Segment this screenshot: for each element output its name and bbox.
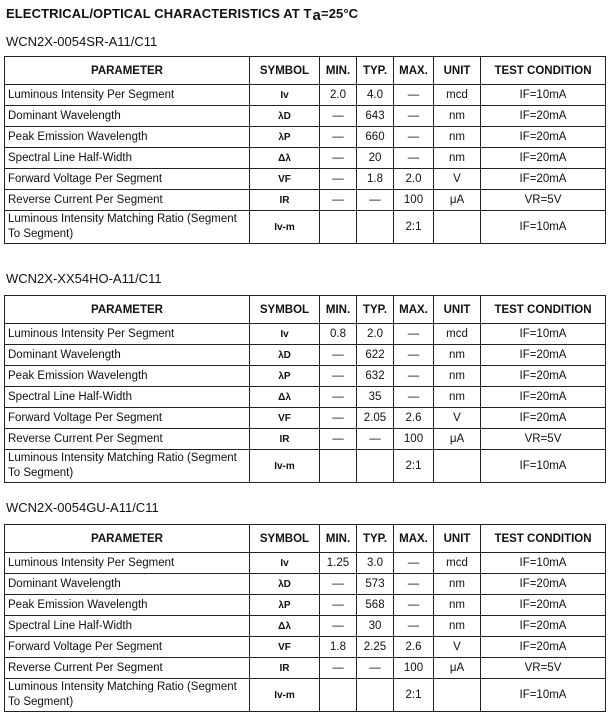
typ-cell	[357, 211, 394, 244]
unit-cell: nm	[434, 106, 481, 127]
max-cell: —	[394, 616, 434, 637]
table-row	[5, 429, 606, 450]
parameter-cell: Forward Voltage Per Segment	[5, 637, 250, 658]
table-row	[5, 387, 606, 408]
typ-cell: 568	[357, 595, 394, 616]
typ-cell: 573	[357, 574, 394, 595]
unit-cell	[434, 450, 481, 483]
parameter-cell: Spectral Line Half-Width	[5, 387, 250, 408]
parameter-cell: Peak Emission Wavelength	[5, 366, 250, 387]
symbol-cell: Iv-m	[250, 450, 320, 483]
parameter-cell: Dominant Wavelength	[5, 574, 250, 595]
unit-cell	[434, 679, 481, 712]
typ-cell: 4.0	[357, 85, 394, 106]
column-header: PARAMETER	[5, 57, 250, 85]
min-cell: —	[320, 127, 357, 148]
min-cell	[320, 211, 357, 244]
symbol-cell: Iv-m	[250, 211, 320, 244]
max-cell: —	[394, 324, 434, 345]
heading-suffix: =25°C	[321, 6, 359, 21]
test-condition-cell: IF=10mA	[481, 679, 606, 712]
min-cell: —	[320, 345, 357, 366]
test-condition-cell: VR=5V	[481, 190, 606, 211]
table-row	[5, 211, 606, 244]
table-row	[5, 366, 606, 387]
test-condition-cell: IF=10mA	[481, 211, 606, 244]
symbol-cell: λD	[250, 106, 320, 127]
max-cell: —	[394, 148, 434, 169]
test-condition-cell: IF=20mA	[481, 345, 606, 366]
test-condition-cell: IF=10mA	[481, 553, 606, 574]
table-row	[5, 190, 606, 211]
max-cell: 2:1	[394, 450, 434, 483]
symbol-cell: Iv	[250, 324, 320, 345]
parameter-cell: Spectral Line Half-Width	[5, 148, 250, 169]
table-row	[5, 85, 606, 106]
column-header: SYMBOL	[250, 525, 320, 553]
parameter-cell: Luminous Intensity Matching Ratio (Segment To Segment)	[5, 450, 250, 483]
column-header: MAX.	[394, 296, 434, 324]
column-header: SYMBOL	[250, 57, 320, 85]
part-number-title: WCN2X-0054SR-A11/C11	[6, 34, 158, 49]
typ-cell: —	[357, 429, 394, 450]
symbol-cell: λP	[250, 595, 320, 616]
parameter-cell: Luminous Intensity Per Segment	[5, 553, 250, 574]
min-cell: —	[320, 408, 357, 429]
unit-cell: nm	[434, 595, 481, 616]
parameter-cell: Peak Emission Wavelength	[5, 595, 250, 616]
unit-cell: nm	[434, 574, 481, 595]
parameter-cell: Spectral Line Half-Width	[5, 616, 250, 637]
symbol-cell: VF	[250, 637, 320, 658]
typ-cell	[357, 450, 394, 483]
unit-cell: V	[434, 408, 481, 429]
max-cell: 100	[394, 429, 434, 450]
symbol-cell: VF	[250, 169, 320, 190]
test-condition-cell: VR=5V	[481, 658, 606, 679]
table-row	[5, 553, 606, 574]
test-condition-cell: IF=10mA	[481, 324, 606, 345]
unit-cell: μA	[434, 429, 481, 450]
column-header: TYP.	[357, 57, 394, 85]
symbol-cell: Iv	[250, 553, 320, 574]
unit-cell: nm	[434, 616, 481, 637]
test-condition-cell: IF=20mA	[481, 595, 606, 616]
typ-cell: 2.0	[357, 324, 394, 345]
min-cell: 1.25	[320, 553, 357, 574]
symbol-cell: λP	[250, 366, 320, 387]
heading-prefix: ELECTRICAL/OPTICAL CHARACTERISTICS AT T	[6, 6, 312, 21]
max-cell: —	[394, 345, 434, 366]
max-cell: —	[394, 85, 434, 106]
column-header: TEST CONDITION	[481, 57, 606, 85]
symbol-cell: λD	[250, 574, 320, 595]
typ-cell: 622	[357, 345, 394, 366]
typ-cell: 632	[357, 366, 394, 387]
unit-cell	[434, 211, 481, 244]
table-row	[5, 106, 606, 127]
max-cell: 100	[394, 658, 434, 679]
min-cell: —	[320, 387, 357, 408]
table-row	[5, 169, 606, 190]
symbol-cell: IR	[250, 429, 320, 450]
min-cell: —	[320, 595, 357, 616]
table-row	[5, 148, 606, 169]
unit-cell: V	[434, 637, 481, 658]
test-condition-cell: IF=20mA	[481, 106, 606, 127]
min-cell: 1.8	[320, 637, 357, 658]
page-heading	[6, 6, 358, 24]
table-row	[5, 450, 606, 483]
column-header: MAX.	[394, 525, 434, 553]
test-condition-cell: IF=10mA	[481, 450, 606, 483]
max-cell: —	[394, 106, 434, 127]
test-condition-cell: IF=20mA	[481, 408, 606, 429]
symbol-cell: IR	[250, 190, 320, 211]
max-cell: —	[394, 387, 434, 408]
unit-cell: nm	[434, 387, 481, 408]
unit-cell: μA	[434, 190, 481, 211]
min-cell: —	[320, 148, 357, 169]
part-number-title: WCN2X-0054GU-A11/C11	[6, 500, 159, 515]
symbol-cell: Δλ	[250, 148, 320, 169]
test-condition-cell: IF=20mA	[481, 148, 606, 169]
typ-cell: 643	[357, 106, 394, 127]
characteristics-table	[4, 56, 606, 244]
max-cell: 2.6	[394, 637, 434, 658]
characteristics-table	[4, 524, 606, 712]
heading-subscript: a	[312, 7, 321, 24]
min-cell: —	[320, 190, 357, 211]
typ-cell: —	[357, 190, 394, 211]
table-row	[5, 595, 606, 616]
symbol-cell: λP	[250, 127, 320, 148]
min-cell: 0.8	[320, 324, 357, 345]
table-row	[5, 127, 606, 148]
typ-cell: 2.25	[357, 637, 394, 658]
parameter-cell: Forward Voltage Per Segment	[5, 408, 250, 429]
characteristics-table	[4, 295, 606, 483]
unit-cell: μA	[434, 658, 481, 679]
test-condition-cell: IF=10mA	[481, 85, 606, 106]
symbol-cell: Δλ	[250, 387, 320, 408]
parameter-cell: Reverse Current Per Segment	[5, 658, 250, 679]
typ-cell: 35	[357, 387, 394, 408]
parameter-cell: Luminous Intensity Matching Ratio (Segment To Segment)	[5, 211, 250, 244]
max-cell: 2:1	[394, 211, 434, 244]
symbol-cell: λD	[250, 345, 320, 366]
typ-cell	[357, 679, 394, 712]
unit-cell: mcd	[434, 85, 481, 106]
max-cell: 2:1	[394, 679, 434, 712]
table-row	[5, 408, 606, 429]
unit-cell: nm	[434, 366, 481, 387]
table-row	[5, 637, 606, 658]
typ-cell: 20	[357, 148, 394, 169]
max-cell: —	[394, 366, 434, 387]
column-header: TYP.	[357, 525, 394, 553]
test-condition-cell: IF=20mA	[481, 574, 606, 595]
test-condition-cell: IF=20mA	[481, 387, 606, 408]
typ-cell: 30	[357, 616, 394, 637]
test-condition-cell: IF=20mA	[481, 169, 606, 190]
column-header: MIN.	[320, 296, 357, 324]
table-header-row	[5, 525, 606, 553]
column-header: SYMBOL	[250, 296, 320, 324]
max-cell: —	[394, 595, 434, 616]
column-header: TEST CONDITION	[481, 525, 606, 553]
test-condition-cell: IF=20mA	[481, 366, 606, 387]
table-row	[5, 658, 606, 679]
parameter-cell: Reverse Current Per Segment	[5, 190, 250, 211]
test-condition-cell: IF=20mA	[481, 637, 606, 658]
max-cell: —	[394, 574, 434, 595]
test-condition-cell: IF=20mA	[481, 127, 606, 148]
max-cell: —	[394, 127, 434, 148]
parameter-cell: Forward Voltage Per Segment	[5, 169, 250, 190]
unit-cell: nm	[434, 127, 481, 148]
parameter-cell: Reverse Current Per Segment	[5, 429, 250, 450]
min-cell	[320, 679, 357, 712]
max-cell: —	[394, 553, 434, 574]
column-header: TYP.	[357, 296, 394, 324]
column-header: PARAMETER	[5, 525, 250, 553]
min-cell: —	[320, 169, 357, 190]
min-cell: —	[320, 429, 357, 450]
symbol-cell: Iv	[250, 85, 320, 106]
test-condition-cell: VR=5V	[481, 429, 606, 450]
max-cell: 2.6	[394, 408, 434, 429]
table-row	[5, 679, 606, 712]
min-cell: —	[320, 658, 357, 679]
unit-cell: V	[434, 169, 481, 190]
typ-cell: 3.0	[357, 553, 394, 574]
min-cell: —	[320, 106, 357, 127]
table-row	[5, 616, 606, 637]
parameter-cell: Dominant Wavelength	[5, 345, 250, 366]
column-header: MIN.	[320, 525, 357, 553]
parameter-cell: Peak Emission Wavelength	[5, 127, 250, 148]
column-header: UNIT	[434, 525, 481, 553]
column-header: UNIT	[434, 57, 481, 85]
symbol-cell: Δλ	[250, 616, 320, 637]
min-cell	[320, 450, 357, 483]
column-header: UNIT	[434, 296, 481, 324]
column-header: PARAMETER	[5, 296, 250, 324]
max-cell: 100	[394, 190, 434, 211]
table-row	[5, 324, 606, 345]
max-cell: 2.0	[394, 169, 434, 190]
column-header: TEST CONDITION	[481, 296, 606, 324]
column-header: MIN.	[320, 57, 357, 85]
part-number-title: WCN2X-XX54HO-A11/C11	[6, 271, 162, 286]
symbol-cell: Iv-m	[250, 679, 320, 712]
unit-cell: nm	[434, 345, 481, 366]
min-cell: —	[320, 366, 357, 387]
typ-cell: 660	[357, 127, 394, 148]
column-header: MAX.	[394, 57, 434, 85]
table-row	[5, 574, 606, 595]
test-condition-cell: IF=20mA	[481, 616, 606, 637]
typ-cell: 2.05	[357, 408, 394, 429]
min-cell: —	[320, 574, 357, 595]
min-cell: —	[320, 616, 357, 637]
unit-cell: mcd	[434, 324, 481, 345]
parameter-cell: Dominant Wavelength	[5, 106, 250, 127]
table-header-row	[5, 296, 606, 324]
unit-cell: nm	[434, 148, 481, 169]
typ-cell: —	[357, 658, 394, 679]
symbol-cell: IR	[250, 658, 320, 679]
typ-cell: 1.8	[357, 169, 394, 190]
parameter-cell: Luminous Intensity Per Segment	[5, 85, 250, 106]
symbol-cell: VF	[250, 408, 320, 429]
table-header-row	[5, 57, 606, 85]
parameter-cell: Luminous Intensity Matching Ratio (Segment To Segment)	[5, 679, 250, 712]
min-cell: 2.0	[320, 85, 357, 106]
table-row	[5, 345, 606, 366]
parameter-cell: Luminous Intensity Per Segment	[5, 324, 250, 345]
unit-cell: mcd	[434, 553, 481, 574]
